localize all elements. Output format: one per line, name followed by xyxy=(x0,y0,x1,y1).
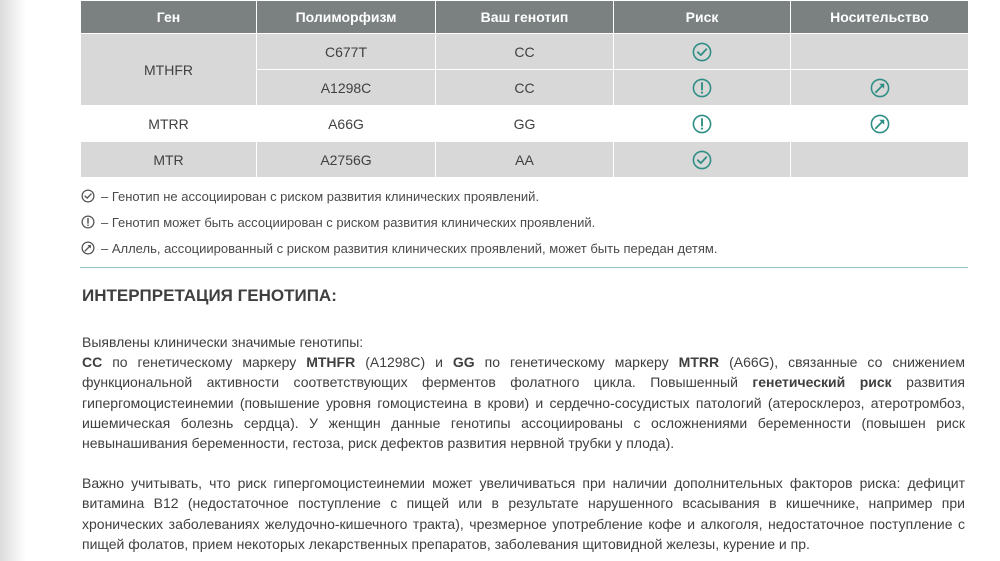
text-fragment: развития гипергомоцистеинемии (повышение уровня гомоцистеина в крови) и сердечно-сосудистых патологий (атеросклероз, атеротромбоз, ишемическая болезнь сердца). У женщин данные генотипы ассоциированы с осложнениями беременности (повышен риск невынашивания беременности, гестоза, риск дефектов развития нервной трубки у плода). xyxy=(82,374,966,452)
page-edge-shadow xyxy=(0,0,26,561)
table-header-row xyxy=(81,1,969,34)
polymorphism-cell: A1298C xyxy=(257,70,436,106)
legend xyxy=(80,183,968,261)
check-circle-icon xyxy=(692,42,712,62)
carrier-arrow-icon xyxy=(81,241,95,255)
risk-cell xyxy=(614,34,791,70)
polymorphism-cell: C677T xyxy=(257,34,436,70)
header-polymorphism: Полиморфизм xyxy=(257,1,436,34)
section-divider xyxy=(80,267,968,268)
carrier-arrow-icon xyxy=(870,78,890,98)
interpretation-paragraph-1 xyxy=(82,332,965,453)
genotype-gg: GG xyxy=(452,354,475,371)
legend-text: – Аллель, ассоциированный с риском развития клинических проявлений, может быть передан детям. xyxy=(101,240,718,256)
text-fragment: (A66G), связанные со снижением функциональной активности соответствующих ферментов фолатного цикла. Повышенный xyxy=(82,354,966,391)
carrier-cell xyxy=(791,142,969,178)
header-genotype: Ваш генотип xyxy=(436,1,614,34)
carrier-cell xyxy=(791,70,969,106)
marker-mthfr: MTHFR xyxy=(306,354,356,371)
text-fragment: по генетическому маркеру xyxy=(102,354,307,371)
carrier-arrow-icon xyxy=(870,114,890,134)
exclamation-circle-icon xyxy=(692,78,712,98)
carrier-cell xyxy=(791,34,969,70)
gene-cell: MTR xyxy=(81,142,257,178)
exclamation-circle-icon xyxy=(692,114,712,134)
report-page xyxy=(80,0,968,554)
text-fragment: (A1298C) и xyxy=(355,354,453,371)
legend-text: – Генотип может быть ассоциирован с риском развития клинических проявлений. xyxy=(101,214,596,230)
genotype-cell: CC xyxy=(436,34,614,70)
text-fragment: по генетическому маркеру xyxy=(474,354,679,371)
intro-line: Выявлены клинически значимые генотипы: xyxy=(82,334,364,350)
marker-mtrr: MTRR xyxy=(678,354,720,371)
genetic-risk: генетический риск xyxy=(752,374,892,391)
check-circle-icon xyxy=(81,189,95,203)
legend-text: – Генотип не ассоциирован с риском развития клинических проявлений. xyxy=(101,188,540,204)
legend-item xyxy=(80,183,968,209)
header-gene: Ген xyxy=(81,1,257,34)
header-carrier: Носительство xyxy=(791,1,969,34)
polymorphism-cell: A66G xyxy=(257,106,436,142)
genotype-table xyxy=(80,0,969,178)
legend-item xyxy=(80,235,968,261)
section-title: ИНТЕРПРЕТАЦИЯ ГЕНОТИПА: xyxy=(82,286,337,305)
table-row xyxy=(81,142,969,178)
check-circle-icon xyxy=(692,150,712,170)
legend-item xyxy=(80,209,968,235)
interpretation-paragraph-2: Важно учитывать, что риск гипергомоцистеинемии может увеличиваться при наличии дополнительных факторов риска: дефицит витамина B12 (недостаточное поступление с пищей или в результате нарушенного всасывания в кишечнике, например при хронических заболеваниях желудочно-кишечного тракта), чрезмерное употребление кофе и алкоголя, недостаточное поступление с пищей фолатов, прием некоторых лекарственных препаратов, заболевания щитовидной железы, курение и пр. xyxy=(82,475,965,552)
gene-cell: MTRR xyxy=(81,106,257,142)
genotype-cc: CC xyxy=(82,354,103,371)
risk-cell xyxy=(614,142,791,178)
risk-cell xyxy=(614,106,791,142)
genotype-cell: GG xyxy=(436,106,614,142)
genotype-cell: AA xyxy=(436,142,614,178)
gene-cell: MTHFR xyxy=(81,34,257,106)
table-row xyxy=(81,34,969,70)
table-row xyxy=(81,106,969,142)
header-risk: Риск xyxy=(614,1,791,34)
exclamation-circle-icon xyxy=(81,215,95,229)
polymorphism-cell: A2756G xyxy=(257,142,436,178)
genotype-cell: CC xyxy=(436,70,614,106)
risk-cell xyxy=(614,70,791,106)
carrier-cell xyxy=(791,106,969,142)
